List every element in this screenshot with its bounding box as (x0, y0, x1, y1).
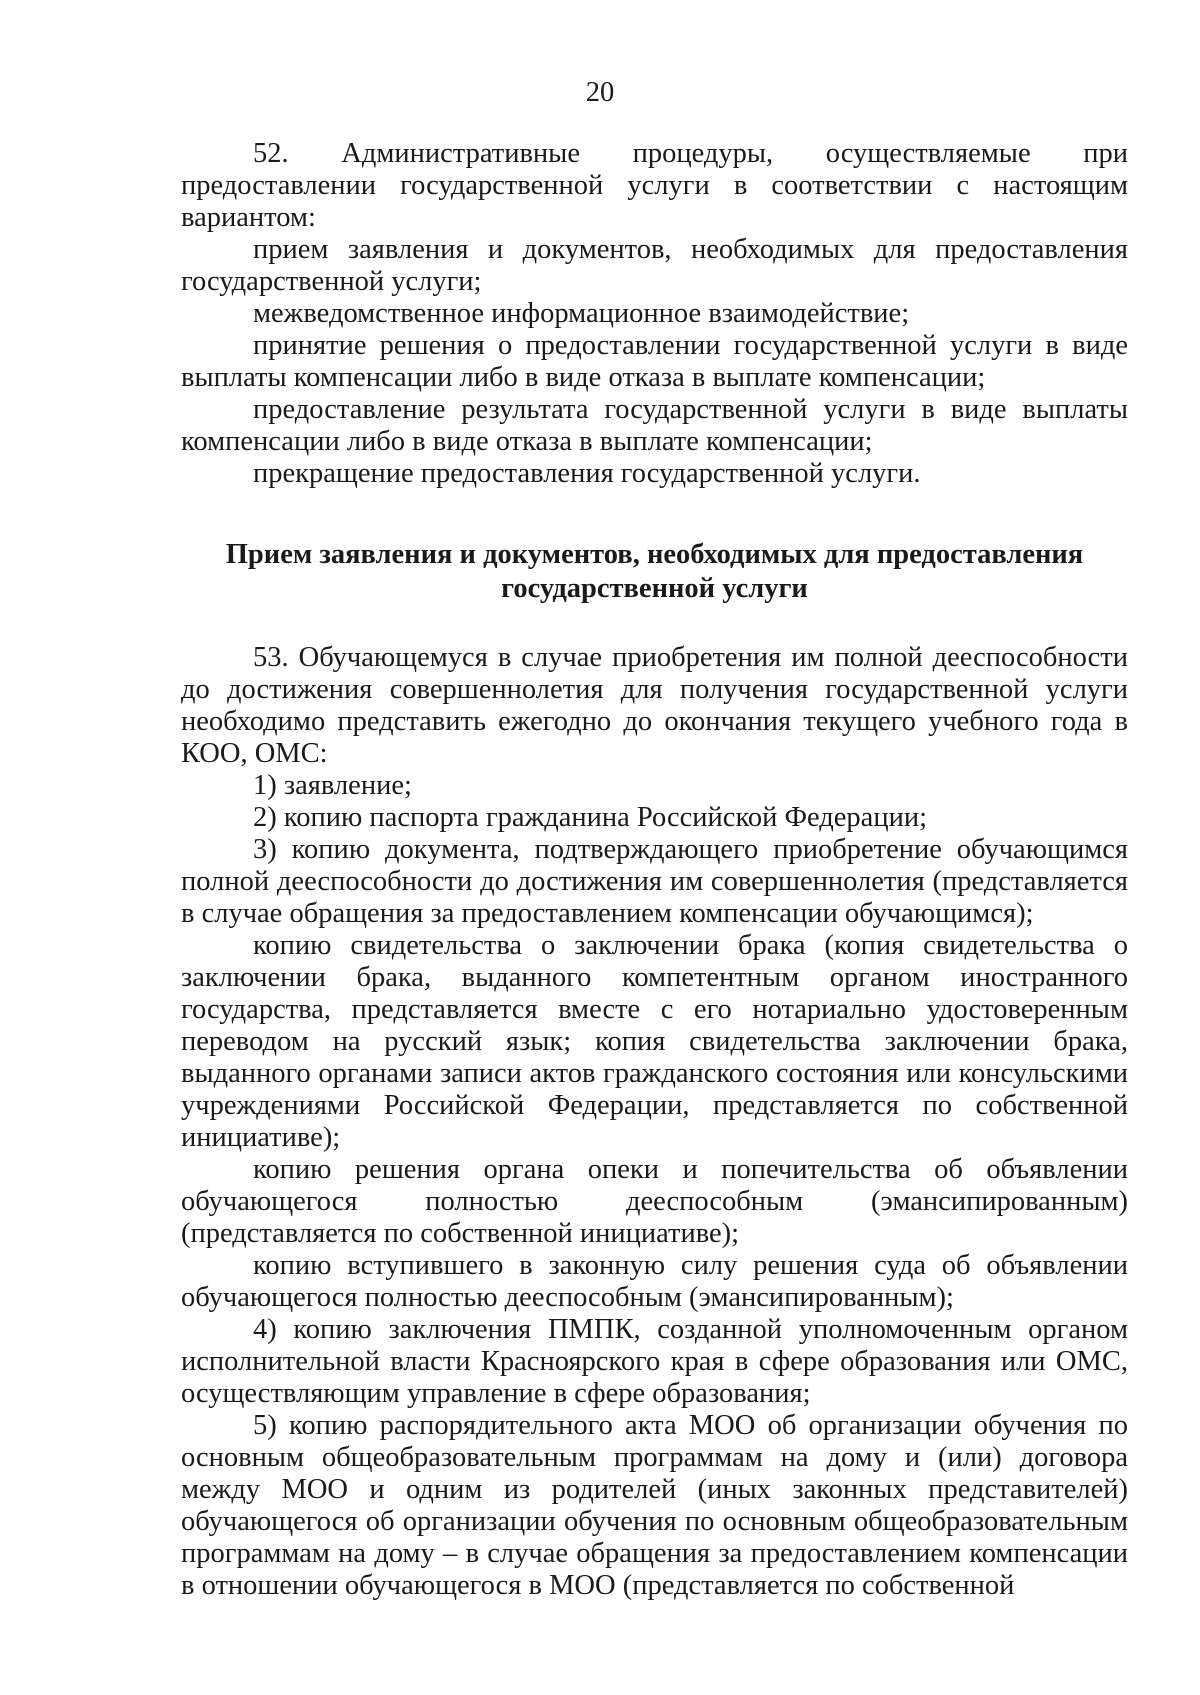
paragraph-53-item: копию вступившего в законную силу решения суда об объявлении обучающегося полностью дееспособным (эмансипированным); (181, 1250, 1128, 1313)
paragraph-53-item: 3) копию документа, подтверждающего приобретение обучающимся полной дееспособности до достижения им совершеннолетия (представляется в случае обращения за предоставлением компенсации обучающимся); (181, 834, 1128, 929)
paragraph-53-item: 1) заявление; (253, 770, 412, 801)
paragraph-53-item: 4) копию заключения ПМПК, созданной уполномоченным органом исполнительной власти Красноярского края в сфере образования или ОМС, осуществляющим управление в сфере образования; (181, 1314, 1128, 1409)
paragraph-52-item: прекращение предоставления государственной услуги. (253, 458, 921, 489)
paragraph-53-item: 2) копию паспорта гражданина Российской Федерации; (253, 802, 927, 833)
paragraph-52-intro: 52. Административные процедуры, осуществляемые при предоставлении государственной услуги в соответствии с настоящим вариантом: (181, 138, 1128, 233)
document-body (181, 138, 1128, 1602)
section-heading-line: Прием заявления и документов, необходимых для предоставления (225, 539, 1084, 570)
paragraph-53-item: копию свидетельства о заключении брака (копия свидетельства о заключении брака, выданного компетентным органом иностранного государства, представляется вместе с его нотариально удостоверенным переводом на русский язык; копия свидетельства заключении брака, выданного органами записи актов гражданского состояния или консульскими учреждениями Российской Федерации, представляется по собственной инициативе); (181, 930, 1128, 1153)
paragraph-52-item: межведомственное информационное взаимодействие; (253, 298, 910, 329)
paragraph-53-item: копию решения органа опеки и попечительства об объявлении обучающегося полностью дееспособным (эмансипированным) (представляется по собственной инициативе); (181, 1154, 1128, 1249)
section-heading (181, 538, 1128, 606)
section-heading-line: государственной услуги (501, 573, 808, 604)
paragraph-52-item: предоставление результата государственной услуги в виде выплаты компенсации либо в виде отказа в выплате компенсации; (181, 394, 1128, 457)
paragraph-53-item: 5) копию распорядительного акта МОО об организации обучения по основным общеобразовательным программам на дому и (или) договора между МОО и одним из родителей (иных законных представителей) обучающегося об организации обучения по основным общеобразовательным программам на дому – в случае обращения за предоставлением компенсации в отношении обучающегося в МОО (представляется по собственной (181, 1410, 1128, 1601)
page-number: 20 (585, 77, 615, 108)
paragraph-52-item: прием заявления и документов, необходимых для предоставления государственной услуги; (181, 234, 1128, 297)
paragraph-52-item: принятие решения о предоставлении государственной услуги в виде выплаты компенсации либо в виде отказа в выплате компенсации; (181, 330, 1128, 393)
paragraph-53-intro: 53. Обучающемуся в случае приобретения им полной дееспособности до достижения совершеннолетия для получения государственной услуги необходимо представить ежегодно до окончания текущего учебного года в КОО, ОМС: (181, 642, 1128, 769)
